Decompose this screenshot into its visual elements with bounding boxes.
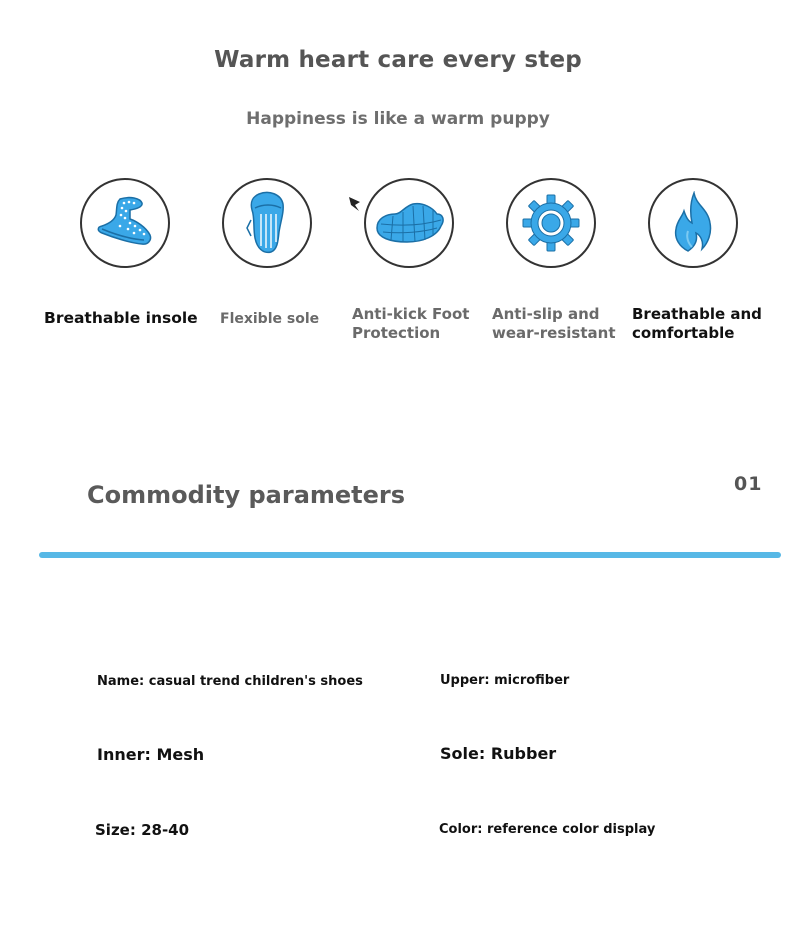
feature-anti-slip <box>506 178 596 268</box>
page-subtitle: Happiness is like a warm puppy <box>246 109 550 129</box>
section-title: Commodity parameters <box>87 481 406 509</box>
param-color: Color: reference color display <box>439 822 656 837</box>
feature-label-breathable <box>632 305 762 343</box>
flexible-sole-icon <box>237 188 297 258</box>
feature-label-line-1: Breathable and <box>632 305 762 323</box>
flame-icon <box>668 191 718 255</box>
feature-label-line-1: Anti-slip and <box>492 305 600 323</box>
param-inner: Inner: Mesh <box>97 745 205 764</box>
feature-insole <box>80 178 170 268</box>
toe-cap-icon <box>371 198 447 248</box>
feature-label-insole: Breathable insole <box>44 309 198 327</box>
feature-toe-protection <box>364 178 454 268</box>
feature-label-line-2: wear-resistant <box>492 324 616 342</box>
feature-flexible-sole <box>222 178 312 268</box>
page-headline: Warm heart care every step <box>214 47 582 73</box>
section-divider <box>39 552 781 558</box>
insole-icon <box>90 193 160 253</box>
feature-label-line-2: Protection <box>352 324 441 342</box>
feature-label-flexible-sole: Flexible sole <box>220 311 320 327</box>
param-name: Name: casual trend children's shoes <box>97 674 363 689</box>
impact-burst-icon <box>348 196 362 212</box>
feature-label-anti-slip <box>492 305 616 343</box>
gear-icon <box>521 193 581 253</box>
feature-breathable <box>648 178 738 268</box>
param-upper: Upper: microfiber <box>440 673 570 688</box>
feature-label-toe-protection <box>352 305 469 343</box>
section-number: 01 <box>734 473 763 495</box>
param-size: Size: 28-40 <box>95 821 190 839</box>
feature-label-line-1: Anti-kick Foot <box>352 305 470 323</box>
param-sole: Sole: Rubber <box>440 744 557 763</box>
feature-label-line-2: comfortable <box>632 324 735 342</box>
